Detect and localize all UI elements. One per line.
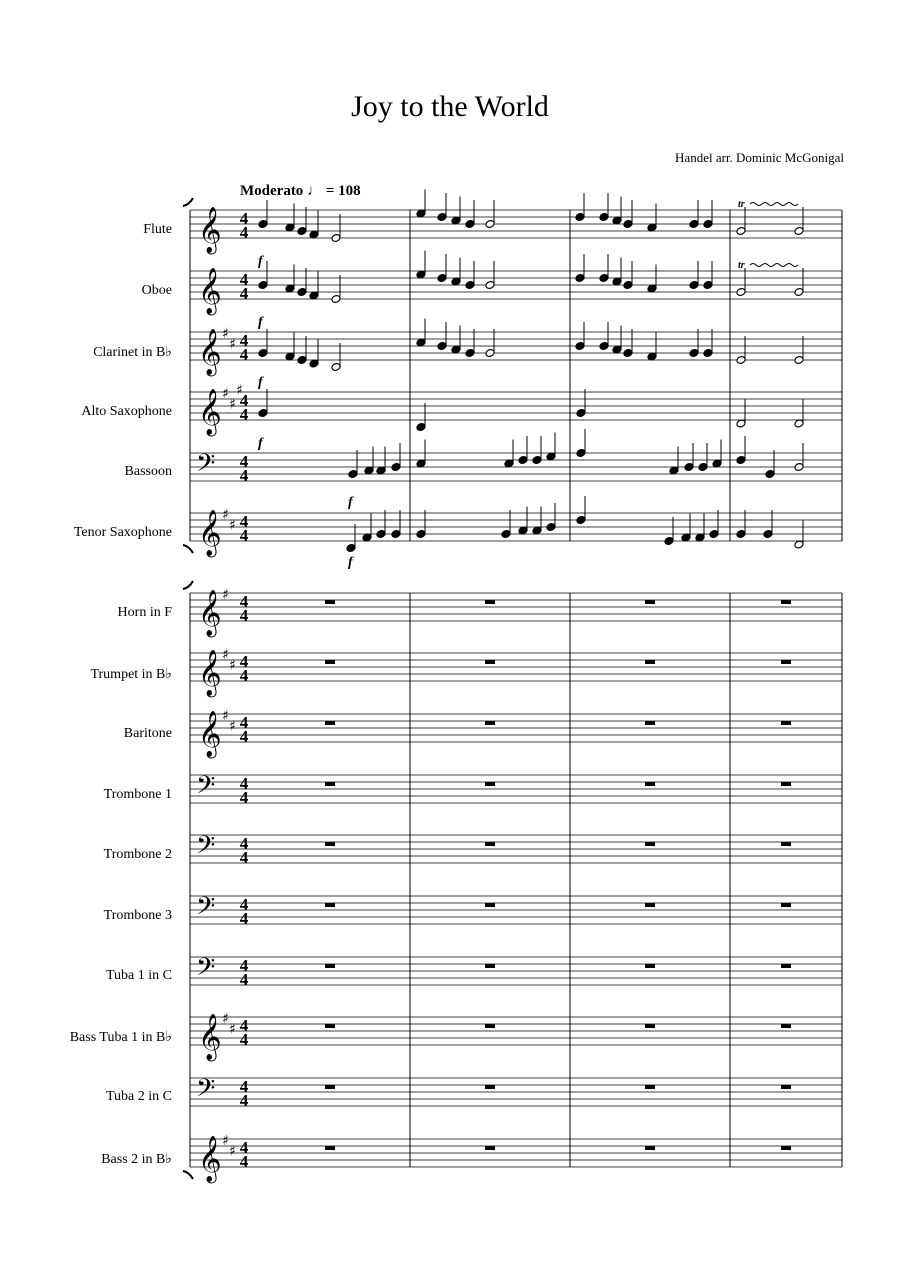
whole-rest xyxy=(781,600,791,604)
bass-clef-icon: 𝄢 xyxy=(196,771,216,806)
whole-rest xyxy=(781,903,791,907)
time-signature-bottom: 4 xyxy=(239,788,249,807)
sharp-icon: ♯ xyxy=(229,517,236,534)
dynamic-marking: f xyxy=(258,375,263,390)
time-signature-bottom: 4 xyxy=(239,727,249,746)
whole-rests xyxy=(325,600,791,1150)
bass-clef-icon: 𝄢 xyxy=(196,1074,216,1109)
whole-rest xyxy=(485,903,495,907)
whole-rest xyxy=(325,782,335,786)
notes xyxy=(258,190,804,553)
treble-clef-icon: 𝄞 xyxy=(198,650,222,696)
bracket-hook xyxy=(183,545,193,553)
time-signature-top: 4 xyxy=(239,1138,249,1157)
time-signature-top: 4 xyxy=(239,1077,249,1096)
whole-rest xyxy=(485,721,495,725)
sharp-icon: ♯ xyxy=(229,396,236,413)
time-signatures xyxy=(240,209,249,1171)
dynamic-marking: f xyxy=(258,254,263,269)
time-signature-bottom: 4 xyxy=(239,526,249,545)
sharp-icon: ♯ xyxy=(229,1143,236,1160)
time-signature-bottom: 4 xyxy=(239,1152,249,1171)
dynamic-marking: f xyxy=(258,436,263,451)
time-signature-top: 4 xyxy=(239,452,249,471)
whole-rest xyxy=(485,1146,495,1150)
whole-rest xyxy=(645,903,655,907)
dynamic-marking: f xyxy=(348,495,353,510)
treble-clef-icon: 𝄞 xyxy=(198,1136,222,1182)
bracket-hook xyxy=(183,581,193,589)
bass-clef-icon: 𝄢 xyxy=(196,892,216,927)
whole-rest xyxy=(325,842,335,846)
sharp-icon: ♯ xyxy=(229,1021,236,1038)
time-signature-bottom: 4 xyxy=(239,606,249,625)
expression-marks xyxy=(258,199,798,570)
whole-rest xyxy=(645,964,655,968)
time-signature-bottom: 4 xyxy=(239,1030,249,1049)
instrument-label: Trombone 1 xyxy=(103,787,172,802)
instrument-label: Trombone 3 xyxy=(103,908,172,923)
whole-rest xyxy=(645,600,655,604)
score-title: Joy to the World xyxy=(351,90,549,123)
bass-clef-icon: 𝄢 xyxy=(196,831,216,866)
time-signature-top: 4 xyxy=(239,331,249,350)
whole-rest xyxy=(325,1085,335,1089)
tempo-text: Moderato xyxy=(240,183,304,199)
treble-clef-icon: 𝄞 xyxy=(198,389,222,435)
whole-rest xyxy=(325,600,335,604)
bracket-hook xyxy=(183,1171,193,1179)
instrument-label: Alto Saxophone xyxy=(81,404,172,419)
trill-wave xyxy=(750,264,798,267)
trill-wave xyxy=(750,203,798,206)
sharp-icon: ♯ xyxy=(222,326,229,342)
treble-clef-icon: 𝄞 xyxy=(198,711,222,757)
whole-rest xyxy=(485,964,495,968)
instrument-label: Oboe xyxy=(141,283,172,298)
whole-rest xyxy=(781,721,791,725)
bass-clef-icon: 𝄢 xyxy=(196,953,216,988)
time-signature-bottom: 4 xyxy=(239,909,249,928)
sharp-icon: ♯ xyxy=(222,386,229,402)
whole-rest xyxy=(325,1024,335,1028)
time-signature-top: 4 xyxy=(239,391,249,410)
sharp-icon: ♯ xyxy=(229,657,236,674)
composer-credit: Handel arr. Dominic McGonigal xyxy=(675,150,844,165)
time-signature-top: 4 xyxy=(239,592,249,611)
trill-marking: tr xyxy=(738,199,745,210)
sharp-icon: ♯ xyxy=(222,708,229,724)
time-signature-bottom: 4 xyxy=(239,970,249,989)
time-signature-bottom: 4 xyxy=(239,345,249,364)
instrument-label: Flute xyxy=(143,222,172,237)
time-signature-top: 4 xyxy=(239,652,249,671)
whole-rest xyxy=(325,1146,335,1150)
bass-clef-icon: 𝄢 xyxy=(196,449,216,484)
system-brackets xyxy=(183,198,193,1179)
whole-rest xyxy=(781,660,791,664)
whole-rest xyxy=(781,964,791,968)
trill-marking: tr xyxy=(738,260,745,271)
whole-rest xyxy=(485,660,495,664)
bracket-hook xyxy=(183,198,193,206)
treble-clef-icon: 𝄞 xyxy=(198,329,222,375)
instrument-label: Trombone 2 xyxy=(103,847,172,862)
instrument-label: Bass Tuba 1 in B♭ xyxy=(69,1030,172,1045)
whole-rest xyxy=(645,1085,655,1089)
sharp-icon: ♯ xyxy=(229,718,236,735)
whole-rest xyxy=(645,660,655,664)
instrument-label: Tuba 2 in C xyxy=(105,1089,172,1104)
clefs xyxy=(196,207,222,1184)
time-signature-bottom: 4 xyxy=(239,284,249,303)
instrument-label: Baritone xyxy=(123,726,172,741)
whole-rest xyxy=(485,1024,495,1028)
instrument-label: Trumpet in B♭ xyxy=(90,667,172,682)
instrument-label: Tuba 1 in C xyxy=(105,968,172,983)
whole-rest xyxy=(485,1085,495,1089)
time-signature-top: 4 xyxy=(239,209,249,228)
instrument-label: Bassoon xyxy=(124,464,172,479)
treble-clef-icon: 𝄞 xyxy=(198,510,222,556)
whole-rest xyxy=(781,1024,791,1028)
time-signature-bottom: 4 xyxy=(239,405,249,424)
time-signature-bottom: 4 xyxy=(239,1091,249,1110)
instrument-label: Horn in F xyxy=(117,605,172,620)
dynamic-marking: f xyxy=(258,315,263,330)
instrument-label: Tenor Saxophone xyxy=(73,525,172,540)
time-signature-top: 4 xyxy=(239,956,249,975)
whole-rest xyxy=(325,964,335,968)
whole-rest xyxy=(781,1146,791,1150)
whole-rest xyxy=(325,903,335,907)
whole-rest xyxy=(645,1146,655,1150)
sharp-icon: ♯ xyxy=(222,1133,229,1149)
time-signature-bottom: 4 xyxy=(239,848,249,867)
instrument-label: Clarinet in B♭ xyxy=(93,345,172,360)
time-signature-bottom: 4 xyxy=(239,223,249,242)
whole-rest xyxy=(485,600,495,604)
quarter-note-icon: ♩ xyxy=(307,183,323,199)
time-signature-top: 4 xyxy=(239,834,249,853)
time-signature-top: 4 xyxy=(239,895,249,914)
dynamic-marking: f xyxy=(348,555,353,570)
treble-clef-icon: 𝄞 xyxy=(198,1014,222,1060)
time-signature-top: 4 xyxy=(239,270,249,289)
sharp-icon: ♯ xyxy=(222,507,229,523)
whole-rest xyxy=(645,721,655,725)
sharp-icon: ♯ xyxy=(222,587,229,603)
sharp-icon: ♯ xyxy=(222,1011,229,1027)
time-signature-top: 4 xyxy=(239,713,249,732)
whole-rest xyxy=(781,842,791,846)
time-signature-top: 4 xyxy=(239,774,249,793)
whole-rest xyxy=(645,842,655,846)
whole-rest xyxy=(325,660,335,664)
sharp-icon: ♯ xyxy=(236,382,243,399)
time-signature-bottom: 4 xyxy=(239,466,249,485)
time-signature-bottom: 4 xyxy=(239,666,249,685)
treble-clef-icon: 𝄞 xyxy=(198,207,222,253)
whole-rest xyxy=(645,782,655,786)
sharp-icon: ♯ xyxy=(229,336,236,353)
whole-rest xyxy=(781,782,791,786)
time-signature-top: 4 xyxy=(239,1016,249,1035)
sharp-icon: ♯ xyxy=(222,647,229,663)
whole-rest xyxy=(325,721,335,725)
whole-rest xyxy=(485,842,495,846)
whole-rest xyxy=(485,782,495,786)
whole-rest xyxy=(781,1085,791,1089)
instrument-label: Bass 2 in B♭ xyxy=(101,1152,172,1167)
time-signature-top: 4 xyxy=(239,512,249,531)
whole-rest xyxy=(645,1024,655,1028)
tempo-bpm: = 108 xyxy=(325,183,361,199)
treble-clef-icon: 𝄞 xyxy=(198,268,222,314)
treble-clef-icon: 𝄞 xyxy=(198,590,222,636)
